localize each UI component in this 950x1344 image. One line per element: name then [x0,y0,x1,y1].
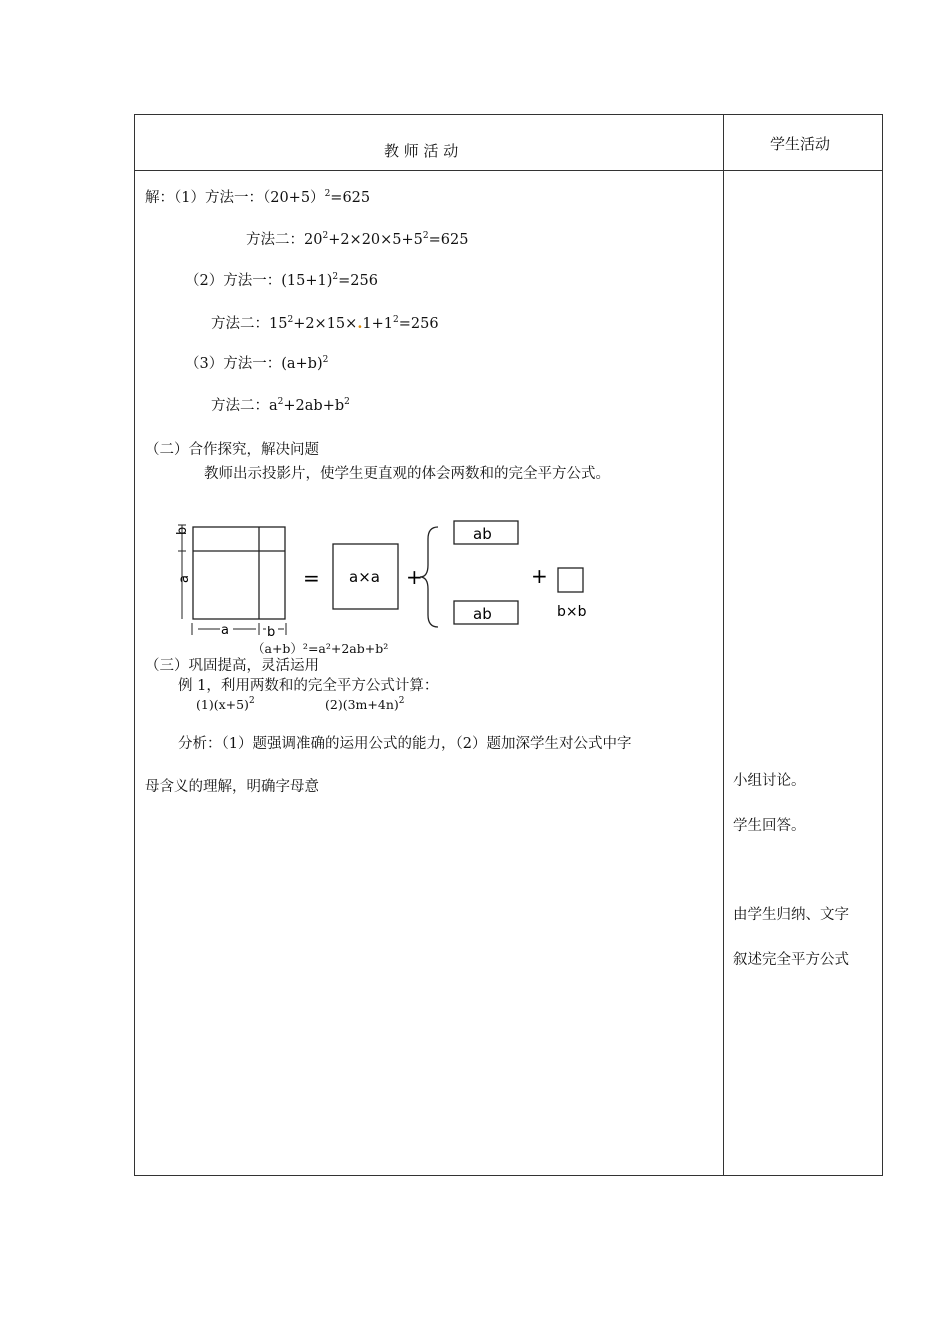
square-diagram [170,515,600,657]
label-bxb: b×b [557,604,587,620]
teacher-activity-header: 教 师 活 动 [384,142,459,160]
solution-part1-method2: 方法二：$20^2+2\times 20\times 5+5^2=625$ [246,231,469,248]
solution-part3-method2: 方法二：$a^2+2ab+b^2$ [211,397,350,414]
section3-title: （三）巩固提高，灵活运用 [145,658,319,674]
student-note-3: 由学生归纳、文字 [733,907,849,923]
big-square [193,527,285,619]
section2-text: 教师出示投影片，使学生更直观的体会两数和的完全平方公式。 [204,466,610,482]
plus-sign-2: + [531,564,548,588]
label-b-bottom: b [267,625,276,640]
solution-label: 解： [145,190,174,206]
label-a-bottom: a [221,623,229,638]
solution-part2-method1: （2）方法一：$(15+1)^2=256$ [185,272,378,289]
label-ab-bottom: ab [473,605,492,623]
student-note-1: 小组讨论。 [733,773,806,789]
brace [420,527,438,627]
solution-part1-method1: 解：（1）方法一：$(20+5)^2=625$ [145,189,371,206]
student-activity-header: 学生活动 [770,135,831,153]
equals-sign: = [303,566,320,590]
example-text: 例 1，利用两数和的完全平方公式计算： [178,678,439,694]
square-bxb [558,568,583,592]
label-axa: a×a [349,568,380,586]
label-b-left: b [175,526,190,535]
plus-sign-1: + [406,565,423,589]
column-divider [723,114,724,1176]
label-ab-top: ab [473,525,492,543]
analysis-line-1: 分析：（1）题强调准确的运用公式的能力，（2）题加深学生对公式中字 [178,736,632,752]
question-2: $(2)(3m+4n)^2$ [325,696,405,712]
student-note-2: 学生回答。 [733,818,806,834]
student-note-4: 叙述完全平方公式 [733,952,849,968]
formula-text: （a+b）²=a²+2ab+b² [252,641,389,656]
label-a-left: a [177,575,192,583]
question-1: $(1)(x+5)^2$ [196,696,255,712]
analysis-line-2: 母含义的理解，明确字母意 [145,779,319,795]
solution-part3-method1: （3）方法一：$(a+b)^2$ [185,355,329,372]
section2-title: （二）合作探究，解决问题 [145,442,319,458]
solution-part2-method2: 方法二：$15^2+2\times 15\times.1+1^2=256$ [211,315,439,332]
header-divider [134,170,883,171]
